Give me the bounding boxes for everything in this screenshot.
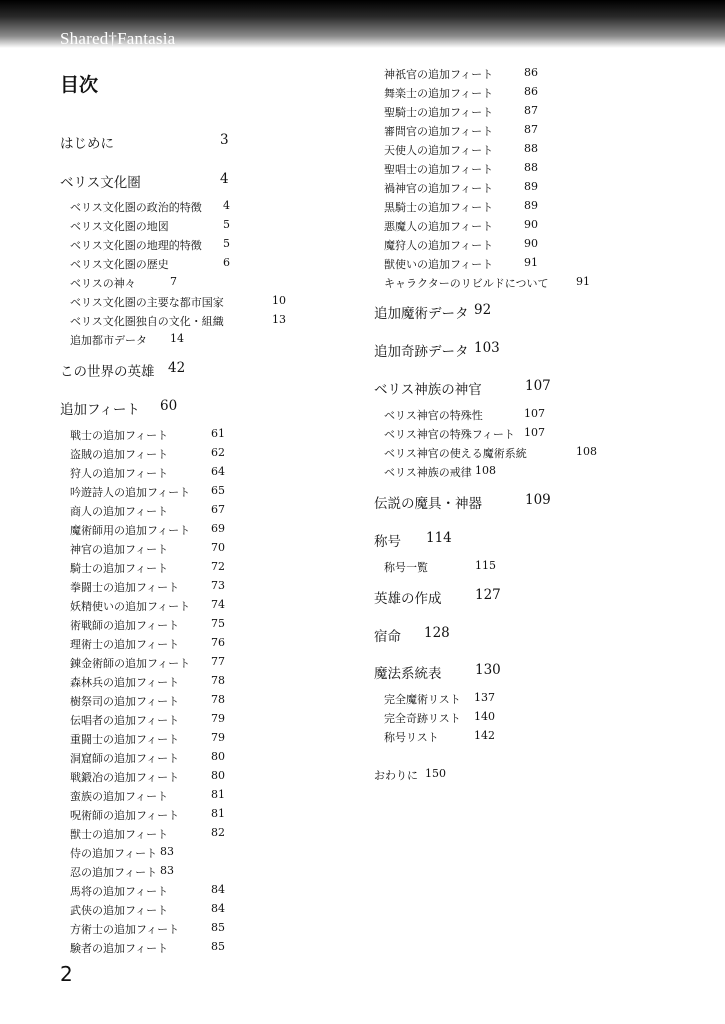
toc-entry-page: 90: [524, 218, 538, 231]
toc-entry-page: 87: [524, 123, 538, 136]
toc-entry-label: 戦士の追加フィート: [70, 429, 169, 442]
toc-entry-label: 忍の追加フィート: [70, 866, 158, 879]
toc-entry-page: 67: [211, 503, 225, 516]
toc-entry-label: 馬将の追加フィート: [70, 885, 169, 898]
toc-entry-label: 完全魔術リスト: [384, 693, 461, 706]
toc-entry-page: 92: [474, 302, 492, 318]
toc-entry-page: 42: [168, 360, 186, 376]
toc-entry-label: 吟遊詩人の追加フィート: [70, 486, 191, 499]
page-header: [0, 0, 725, 48]
toc-entry-label: 禍神官の追加フィート: [384, 182, 494, 195]
toc-entry-page: 3: [220, 132, 229, 148]
toc-entry-label: 伝唱者の追加フィート: [70, 714, 180, 727]
toc-entry-page: 107: [524, 426, 545, 439]
toc-entry-page: 75: [211, 617, 225, 630]
toc-entry-page: 69: [211, 522, 225, 535]
toc-entry-page: 87: [524, 104, 538, 117]
toc-entry-page: 109: [525, 492, 551, 508]
toc-entry-page: 108: [576, 445, 597, 458]
toc-entry-page: 89: [524, 180, 538, 193]
toc-entry-label: ベリス文化圏独自の文化・組織: [70, 315, 224, 328]
toc-entry-label: 方術士の追加フィート: [70, 923, 180, 936]
toc-entry-label: ベリス文化圏の主要な都市国家: [70, 296, 224, 309]
toc-entry-label: 審問官の追加フィート: [384, 125, 494, 138]
toc-entry-page: 81: [211, 788, 225, 801]
toc-entry-label: ベリス文化圏の地図: [70, 220, 169, 233]
toc-entry-label: 妖精使いの追加フィート: [70, 600, 191, 613]
toc-entry-label: 魔術師用の追加フィート: [70, 524, 191, 537]
toc-entry-label: ベリス文化圏の地理的特徴: [70, 239, 202, 252]
toc-entry-page: 4: [223, 199, 230, 212]
toc-entry-page: 84: [211, 902, 225, 915]
toc-entry-label: この世界の英雄: [60, 364, 155, 380]
toc-entry-page: 127: [475, 587, 501, 603]
toc-entry-page: 13: [272, 313, 286, 326]
toc-entry-page: 85: [211, 940, 225, 953]
toc-entry-page: 142: [474, 729, 495, 742]
toc-entry-page: 62: [211, 446, 225, 459]
toc-entry-label: 聖騎士の追加フィート: [384, 106, 494, 119]
toc-entry-label: 神祇官の追加フィート: [384, 68, 494, 81]
toc-entry-page: 10: [272, 294, 286, 307]
toc-entry-page: 64: [211, 465, 225, 478]
toc-entry-label: 魔狩人の追加フィート: [384, 239, 494, 252]
toc-entry-label: 樹祭司の追加フィート: [70, 695, 180, 708]
toc-entry-page: 114: [426, 530, 452, 546]
toc-entry-page: 80: [211, 769, 225, 782]
toc-entry-label: 神官の追加フィート: [70, 543, 169, 556]
toc-entry-label: 獣士の追加フィート: [70, 828, 169, 841]
toc-entry-label: 舞楽士の追加フィート: [384, 87, 494, 100]
toc-entry-label: 呪術師の追加フィート: [70, 809, 180, 822]
toc-entry-page: 137: [474, 691, 495, 704]
toc-entry-page: 83: [160, 864, 174, 877]
toc-entry-page: 61: [211, 427, 225, 440]
toc-entry-label: ベリス神官の特殊性: [384, 409, 483, 422]
toc-entry-page: 115: [475, 559, 496, 572]
toc-entry-page: 84: [211, 883, 225, 896]
toc-entry-page: 107: [525, 378, 551, 394]
toc-entry-label: 戦鍛冶の追加フィート: [70, 771, 180, 784]
toc-entry-label: 称号: [374, 534, 401, 550]
toc-entry-label: 追加魔術データ: [374, 306, 469, 322]
toc-entry-label: ベリス神官の使える魔術系統: [384, 447, 527, 460]
toc-entry-label: 狩人の追加フィート: [70, 467, 169, 480]
toc-entry-label: はじめに: [60, 136, 114, 152]
toc-entry-label: 騎士の追加フィート: [70, 562, 169, 575]
toc-entry-label: ベリス文化圏の政治的特徴: [70, 201, 202, 214]
toc-entry-page: 79: [211, 731, 225, 744]
toc-entry-label: 験者の追加フィート: [70, 942, 169, 955]
toc-entry-label: 術戦師の追加フィート: [70, 619, 180, 632]
toc-entry-page: 14: [170, 332, 184, 345]
toc-entry-label: 完全奇跡リスト: [384, 712, 461, 725]
toc-entry-label: 商人の追加フィート: [70, 505, 169, 518]
toc-entry-label: 錬金術師の追加フィート: [70, 657, 191, 670]
toc-entry-page: 85: [211, 921, 225, 934]
toc-entry-page: 4: [220, 171, 229, 187]
toc-entry-page: 88: [524, 161, 538, 174]
toc-entry-label: 蛮族の追加フィート: [70, 790, 169, 803]
toc-entry-page: 128: [424, 625, 450, 641]
toc-entry-label: キャラクターのリビルドについて: [384, 277, 549, 290]
toc-entry-page: 73: [211, 579, 225, 592]
toc-title: 目次: [60, 74, 99, 96]
toc-entry-page: 77: [211, 655, 225, 668]
toc-entry-label: 英雄の作成: [374, 591, 442, 607]
toc-entry-label: ベリス文化圏の歴史: [70, 258, 169, 271]
toc-entry-page: 5: [223, 237, 230, 250]
toc-entry-page: 60: [160, 398, 178, 414]
toc-entry-label: 拳闘士の追加フィート: [70, 581, 180, 594]
toc-entry-label: 黒騎士の追加フィート: [384, 201, 494, 214]
toc-entry-page: 74: [211, 598, 225, 611]
toc-entry-label: 森林兵の追加フィート: [70, 676, 180, 689]
page-number: 2: [60, 962, 73, 986]
toc-entry-label: 侍の追加フィート: [70, 847, 158, 860]
toc-entry-label: 悪魔人の追加フィート: [384, 220, 494, 233]
toc-entry-label: ベリス神族の戒律: [384, 466, 472, 479]
toc-entry-label: 宿命: [374, 629, 401, 645]
toc-entry-page: 5: [223, 218, 230, 231]
toc-entry-page: 88: [524, 142, 538, 155]
toc-entry-page: 130: [475, 662, 501, 678]
toc-entry-page: 7: [170, 275, 177, 288]
toc-entry-page: 65: [211, 484, 225, 497]
toc-entry-label: 魔法系統表: [374, 666, 442, 682]
toc-entry-page: 108: [475, 464, 496, 477]
toc-entry-label: 聖唱士の追加フィート: [384, 163, 494, 176]
toc-entry-label: ベリス神官の特殊フィート: [384, 428, 515, 441]
toc-entry-label: 称号リスト: [384, 731, 439, 744]
toc-entry-label: 称号一覧: [384, 561, 428, 574]
toc-entry-page: 70: [211, 541, 225, 554]
toc-entry-label: 伝説の魔具・神器: [374, 496, 482, 512]
toc-entry-page: 103: [474, 340, 500, 356]
toc-entry-label: 重闘士の追加フィート: [70, 733, 180, 746]
toc-entry-label: 獣使いの追加フィート: [384, 258, 494, 271]
toc-entry-label: 盗賊の追加フィート: [70, 448, 169, 461]
toc-entry-page: 78: [211, 693, 225, 706]
toc-entry-label: 追加奇跡データ: [374, 344, 469, 360]
toc-entry-label: ベリス文化圏: [60, 175, 141, 191]
toc-entry-page: 107: [524, 407, 545, 420]
toc-entry-page: 81: [211, 807, 225, 820]
toc-entry-label: ベリス神族の神官: [374, 382, 482, 398]
toc-entry-page: 76: [211, 636, 225, 649]
toc-entry-page: 86: [524, 66, 538, 79]
toc-entry-page: 82: [211, 826, 225, 839]
toc-entry-label: 洞窟師の追加フィート: [70, 752, 180, 765]
toc-entry-page: 83: [160, 845, 174, 858]
toc-entry-page: 86: [524, 85, 538, 98]
toc-entry-label: ベリスの神々: [70, 277, 136, 290]
toc-entry-page: 72: [211, 560, 225, 573]
toc-entry-page: 6: [223, 256, 230, 269]
toc-entry-page: 80: [211, 750, 225, 763]
toc-entry-page: 89: [524, 199, 538, 212]
toc-entry-page: 150: [425, 767, 446, 780]
toc-entry-page: 140: [474, 710, 495, 723]
toc-entry-page: 90: [524, 237, 538, 250]
toc-entry-page: 78: [211, 674, 225, 687]
toc-entry-label: 武侠の追加フィート: [70, 904, 169, 917]
toc-entry-label: 天使人の追加フィート: [384, 144, 494, 157]
toc-entry-page: 91: [576, 275, 590, 288]
toc-entry-label: 追加都市データ: [70, 334, 147, 347]
toc-entry-page: 91: [524, 256, 538, 269]
toc-entry-label: おわりに: [374, 769, 418, 782]
toc-entry-page: 79: [211, 712, 225, 725]
header-title: Shared†Fantasia: [60, 29, 176, 48]
toc-entry-label: 追加フィート: [60, 402, 140, 418]
toc-entry-label: 理術士の追加フィート: [70, 638, 180, 651]
